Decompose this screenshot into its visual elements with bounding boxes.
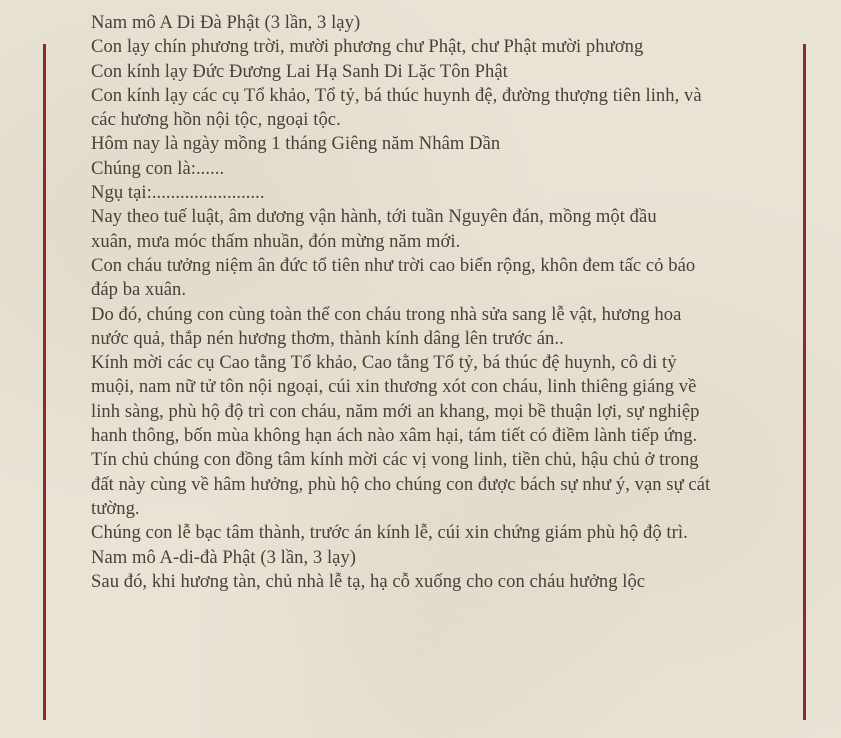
prayer-line-15: Kính mời các cụ Cao tằng Tổ khảo, Cao tằng Tổ tỷ, bá thúc đệ huynh, cô di tỷ [91, 352, 677, 374]
prayer-line-19: Tín chủ chúng con đồng tâm kính mời các vị vong linh, tiền chủ, hậu chủ ở trong [91, 449, 699, 471]
prayer-line-23: Nam mô A-di-đà Phật (3 lần, 3 lạy) [91, 546, 357, 568]
prayer-line-6: Hôm nay là ngày mồng 1 tháng Giêng năm Nhâm Dần [91, 133, 501, 155]
prayer-line-1: Nam mô A Di Đà Phật (3 lần, 3 lạy) [91, 12, 361, 33]
right-border-rule [803, 44, 806, 720]
prayer-text-block [91, 11, 781, 594]
prayer-line-12: đáp ba xuân. [91, 279, 187, 301]
prayer-line-5: các hương hồn nội tộc, ngoại tộc. [91, 109, 341, 131]
prayer-line-24: Sau đó, khi hương tàn, chủ nhà lễ tạ, hạ cỗ xuống cho con cháu hưởng lộc [91, 570, 646, 592]
prayer-line-4: Con kính lạy các cụ Tổ khảo, Tổ tỷ, bá thúc huynh đệ, đường thượng tiên linh, và [91, 84, 702, 106]
prayer-line-11: Con cháu tưởng niệm ân đức tổ tiên như trời cao biển rộng, khôn đem tấc cỏ báo [91, 254, 696, 276]
prayer-line-18: hanh thông, bốn mùa không hạn ách nào xâm hại, tám tiết có điềm lành tiếp ứng. [91, 425, 698, 447]
prayer-line-8: Ngụ tại:........................ [91, 182, 265, 204]
prayer-line-2: Con lạy chín phương trời, mười phương chư Phật, chư Phật mười phương [91, 36, 644, 58]
left-border-rule [43, 44, 46, 720]
prayer-line-21: tường. [91, 497, 140, 519]
prayer-line-14: nước quả, thắp nén hương thơm, thành kính dâng lên trước án.. [91, 327, 564, 349]
prayer-line-9: Nay theo tuế luật, âm dương vận hành, tới tuần Nguyên đán, mồng một đầu [91, 206, 657, 228]
prayer-line-20: đất này cùng về hâm hưởng, phù hộ cho chúng con được bách sự như ý, vạn sự cát [91, 473, 711, 495]
prayer-line-16: muội, nam nữ tử tôn nội ngoại, cúi xin thương xót con cháu, linh thiêng giáng về [91, 376, 697, 398]
prayer-line-10: xuân, mưa móc thấm nhuần, đón mừng năm mới. [91, 230, 461, 252]
prayer-line-17: linh sàng, phù hộ độ trì con cháu, năm mới an khang, mọi bề thuận lợi, sự nghiệp [91, 400, 700, 422]
prayer-line-3: Con kính lạy Đức Đương Lai Hạ Sanh Di Lặc Tôn Phật [91, 60, 508, 82]
prayer-line-22: Chúng con lễ bạc tâm thành, trước án kính lễ, cúi xin chứng giám phù hộ độ trì. [91, 522, 688, 544]
prayer-line-7: Chúng con là:...... [91, 157, 225, 179]
prayer-line-13: Do đó, chúng con cùng toàn thể con cháu trong nhà sửa sang lễ vật, hương hoa [91, 303, 682, 325]
